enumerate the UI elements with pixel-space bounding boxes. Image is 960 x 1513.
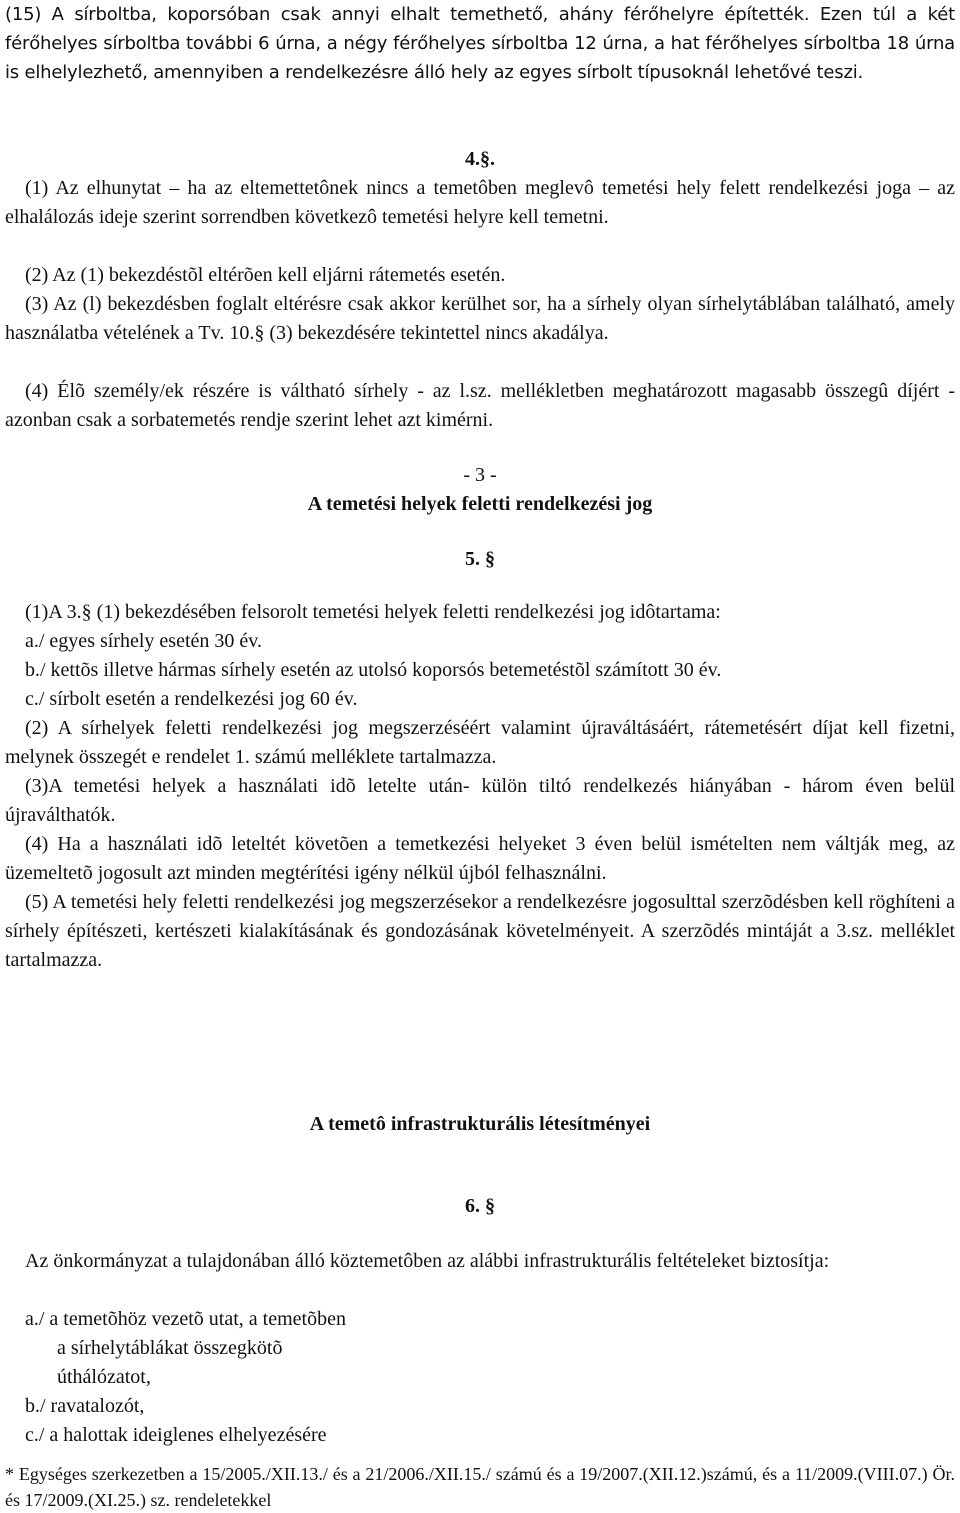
section-6-intro: Az önkormányzat a tulajdonában álló köztemetôben az alábbi infrastrukturális feltételeket biztosítja: [25,1250,830,1272]
section-5-paragraph-5: (5) A temetési hely feletti rendelkezési jog megszerzésekor a rendelkezésre jogosulttal szerzõdésben kell röghíteni a sírhely építészeti, kertészeti kialakításának és gondozásának követelményeit. A szerzõdés mintáját a 3.sz. melléklet tartalmazza. [5,891,955,971]
section-5-item-c: c./ sírbolt esetén a rendelkezési jog 60 év. [25,688,358,710]
section-4-heading: 4.§. [465,148,495,170]
section-5-item-a: a./ egyes sírhely esetén 30 év. [25,630,262,652]
section-6-item-a-line-3: úthálózatot, [57,1366,151,1388]
section-5-paragraph-2: (2) A sírhelyek feletti rendelkezési jog megszerzéséért valamint újraváltásáért, rátemetésért díjat kell fizetni, melynek összegét e rendelet 1. számú melléklete tartalmazza. [5,717,955,768]
section-4-paragraph-4: (4) Élõ személy/ek részére is váltható sírhely - az l.sz. mellékletben meghatározott magasabb összegû díjért - azonban csak a sorbatemetés rendje szerint lehet azt kimérni. [5,380,955,431]
section-6-heading: 6. § [465,1195,495,1217]
section-5-heading: 5. § [465,548,495,570]
section-5-paragraph-4: (4) Ha a használati idõ leteltét követõen a temetkezési helyeket 3 éven belül ismételten nem váltják meg, az üzemeltetõ jogosult azt minden megtérítési igény nélkül újból felhasználni. [5,833,955,884]
paragraph-15: (15) A sírboltba, koporsóban csak annyi elhalt temethető, ahány férőhelyre építették. Ezen túl a két férőhelyes sírboltba további 6 úrna, a négy férőhelyes sírboltba 12 úrna, a hat férőhelyes sírboltba 18 úrna is elhelylezhető, amennyiben a rendelkezésre álló hely az egyes sírbolt típusoknál lehetővé teszi. [5,4,955,83]
section-5-item-b: b./ kettõs illetve hármas sírhely esetén az utolsó koporsós betemetéstõl számított 30 év. [25,659,722,681]
section-4-paragraph-2: (2) Az (1) bekezdéstõl eltérõen kell eljárni rátemetés esetén. [25,264,506,286]
section-6-item-a-line-2: a sírhelytáblákat összegkötõ [57,1337,283,1359]
section-4-paragraph-3: (3) Az (l) bekezdésben foglalt eltérésre csak akkor kerülhet sor, ha a sírhely olyan sírhelytáblában található, amely használatba vételének a Tv. 10.§ (3) bekezdésére tekintettel nincs akadálya. [5,293,955,344]
section-6-item-a-line-1: a./ a temetõhöz vezetõ utat, a temetõben [25,1308,346,1330]
section-5-paragraph-3: (3)A temetési helyek a használati idõ letelte után- külön tiltó rendelkezés hiányában - három éven belül újraválthatók. [5,775,955,826]
footnote: * Egységes szerkezetben a 15/2005./XII.13./ és a 21/2006./XII.15./ számú és a 19/2007.(XII.12.)számú, és a 11/2009.(VIII.07.) Ör. és 17/2009.(XI.25.) sz. rendeletekkel [5,1464,955,1510]
section-6-item-c: c./ a halottak ideiglenes elhelyezésére [25,1424,327,1446]
section-6-item-b: b./ ravatalozót, [25,1395,145,1417]
chapter-3-number: - 3 - [463,464,497,486]
chapter-3-title: A temetési helyek feletti rendelkezési jog [307,493,653,515]
section-4-paragraph-1: (1) Az elhunytat – ha az eltemettetônek nincs a temetôben meglevô temetési hely felett rendelkezési joga – az elhalálozás ideje szerint sorrendben következô temetési helyre kell temetni. [5,177,955,228]
section-5-intro: (1)A 3.§ (1) bekezdésében felsorolt temetési helyek feletti rendelkezési jog idôtartama: [25,601,721,623]
infrastructure-title: A temetô infrastrukturális létesítményei [309,1113,651,1135]
